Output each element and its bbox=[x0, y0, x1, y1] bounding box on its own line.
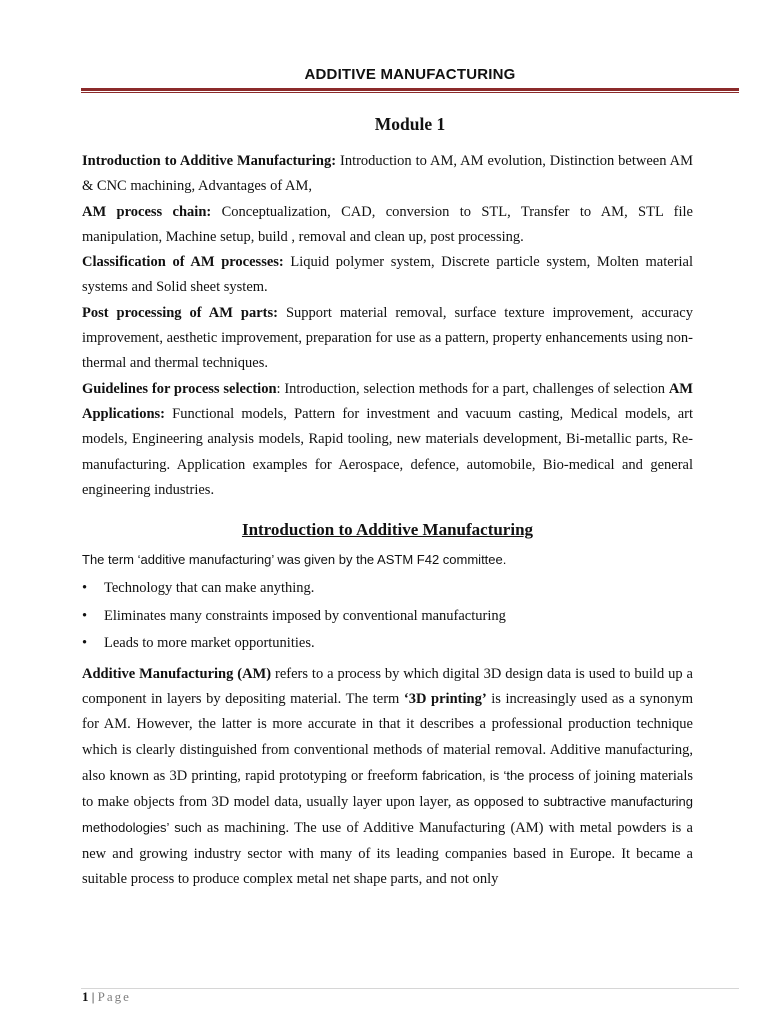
astm-line: The term ‘additive manufacturing’ was given by the ASTM F42 committee. bbox=[82, 552, 507, 568]
syllabus-text: Support material removal, surface texture improvement, accuracy improvement, aesthetic improvement, preparation for use as a pattern, property enhancements using non-thermal and thermal techniques. bbox=[82, 304, 693, 372]
syllabus-label: Post processing of AM parts: bbox=[82, 304, 278, 321]
section-title: Introduction to Additive Manufacturing bbox=[241, 520, 534, 540]
syllabus-label: Introduction to Additive Manufacturing: bbox=[82, 153, 337, 169]
module-title: Module 1 bbox=[374, 114, 446, 134]
body-paragraph: Additive Manufacturing (AM) refers to a process by which digital 3D design data is used to build up a component in layers by depositing material. The term ‘3D printing’ is increasingly used as a synonym for AM. However, the latter is more accurate in that it describes a professional production technique which is clearly distinguished from conventional methods of material removal. Additive manufacturing, also known as 3D printing, rapid prototyping or freeform fabrication, is ‘the process of joining materials to make objects from 3D model data, usually layer upon layer, as opposed to subtractive manufacturing methodologies’ such as machining. The use of Additive Manufacturing (AM) with metal powders is a new and growing industry sector with many of its leading companies based in Europe. It became a suitable process to produce complex metal net shape parts, and not only bbox=[82, 665, 694, 888]
guidelines-text: : Introduction, selection methods for a part, challenges of selection bbox=[276, 380, 669, 397]
document-body bbox=[82, 149, 693, 892]
list-item: • Technology that can make anything. bbox=[82, 575, 693, 603]
footer-separator: | bbox=[88, 989, 98, 1004]
syllabus-item-post-processing bbox=[82, 301, 693, 377]
bullet-list bbox=[82, 575, 693, 658]
syllabus-item-classification bbox=[82, 250, 693, 301]
footer-rule bbox=[81, 988, 739, 989]
bullet-icon: • bbox=[82, 607, 88, 624]
list-item: • Leads to more market opportunities. bbox=[82, 630, 693, 658]
header-rule bbox=[81, 88, 739, 92]
bullet-icon: • bbox=[82, 580, 88, 597]
bullet-icon: • bbox=[82, 635, 88, 652]
header-title: ADDITIVE MANUFACTURING bbox=[304, 66, 516, 83]
page-label: Page bbox=[97, 989, 131, 1004]
applications-label: AM Applications: bbox=[82, 380, 693, 422]
syllabus-text: Conceptualization, CAD, conversion to STL, Transfer to AM, STL file manipulation, Machine setup, build , removal and clean up, post processing. bbox=[82, 203, 693, 245]
syllabus-label: Classification of AM processes: bbox=[82, 254, 284, 271]
syllabus-text: Liquid polymer system, Discrete particle system, Molten material systems and Solid sheet system. bbox=[82, 254, 693, 296]
applications-text: Functional models, Pattern for investment and vacuum casting, Medical models, art models, Engineering analysis models, Rapid tooling, new materials development, Bi-metallic parts, Re-manufacturing. Application examples for Aerospace, defence, automobile, Bio-medical and general engineering industries. bbox=[82, 405, 693, 498]
guidelines-label: Guidelines for process selection bbox=[82, 380, 277, 397]
list-item: • Eliminates many constraints imposed by conventional manufacturing bbox=[82, 603, 693, 631]
syllabus-item-guidelines bbox=[82, 377, 693, 503]
syllabus-item-process-chain bbox=[82, 200, 693, 251]
syllabus-text: Introduction to AM, AM evolution, Distinction between AM & CNC machining, Advantages of AM, bbox=[82, 153, 693, 195]
page-footer bbox=[82, 989, 131, 1005]
syllabus-label: AM process chain: bbox=[82, 203, 212, 220]
syllabus-item-intro bbox=[82, 149, 693, 200]
page-number: 1 bbox=[82, 989, 89, 1004]
